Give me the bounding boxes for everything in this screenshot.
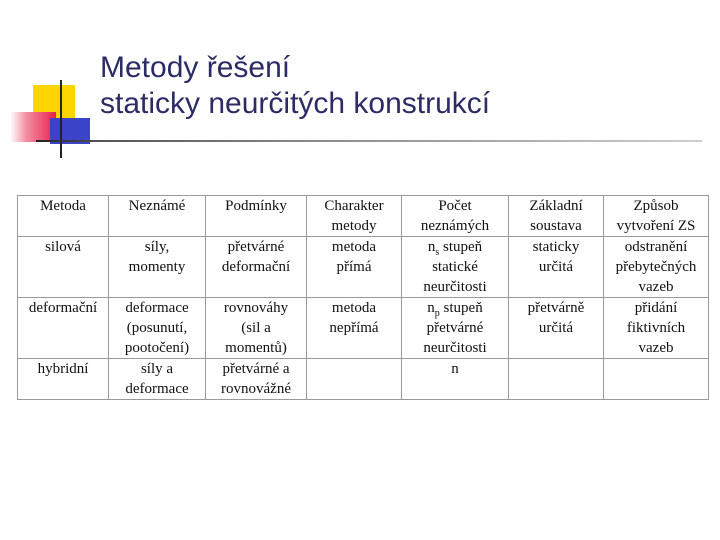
column-header-pocet-neznamych xyxy=(402,196,509,237)
table-cell-metoda xyxy=(18,359,109,400)
cell-text-line: Metoda xyxy=(40,198,86,214)
column-header-zpusob-vytvoreni-zs xyxy=(604,196,709,237)
cell-text-line: Počet xyxy=(438,198,472,214)
table-cell-nezname xyxy=(109,359,206,400)
cell-text-line: Způsob xyxy=(633,198,679,214)
table-cell-charakter-metody xyxy=(307,359,402,400)
column-header-zakladni-soustava xyxy=(509,196,604,237)
cell-text-line: momentů) xyxy=(225,340,287,356)
cell-text-line: pootočení) xyxy=(124,340,190,356)
cell-text-line: staticky xyxy=(532,239,580,255)
cell-text-line: fiktivních xyxy=(626,320,686,336)
cell-text-line: vazeb xyxy=(638,340,674,356)
cell-text-line: nepřímá xyxy=(329,320,379,336)
table-row xyxy=(18,298,709,359)
slide-title-line-1: Metody řešení xyxy=(100,51,291,84)
table-body xyxy=(18,237,709,400)
table-row xyxy=(18,359,709,400)
table-cell-zakladni-soustava xyxy=(509,237,604,298)
table-cell-metoda xyxy=(18,237,109,298)
cell-text-line: n xyxy=(451,361,459,377)
cell-text-line: soustava xyxy=(530,218,582,234)
cell-text-line: síly a xyxy=(140,361,174,377)
table-cell-podminky xyxy=(206,359,307,400)
cell-text-line: metody xyxy=(331,218,377,234)
cell-text-line: přetvárné a xyxy=(222,361,290,377)
cell-text-line: deformační xyxy=(28,300,98,316)
table-cell-nezname xyxy=(109,298,206,359)
cell-text-line: určitá xyxy=(538,259,574,275)
cell-text-line: přidání xyxy=(634,300,678,316)
table-cell-podminky xyxy=(206,298,307,359)
cell-text-line: neurčitosti xyxy=(423,279,487,295)
table-row xyxy=(18,237,709,298)
cell-text-line: síly, xyxy=(144,239,170,255)
cell-text-line: určitá xyxy=(538,320,574,336)
cell-text-line: $n_p$ stupeň xyxy=(427,300,483,319)
cell-text-line: deformační xyxy=(221,259,291,275)
cell-text-line: Charakter xyxy=(324,198,384,214)
cell-text-line: silová xyxy=(45,239,81,255)
table-cell-nezname xyxy=(109,237,206,298)
table-cell-pocet-neznamych xyxy=(402,359,509,400)
cell-text-line: rovnovážné xyxy=(221,381,291,397)
cell-text-line: odstranění xyxy=(624,239,688,255)
cell-text-line: Základní xyxy=(529,198,583,214)
cell-text-line: Neznámé xyxy=(128,198,186,214)
slide-title-line-2: staticky neurčitých konstrukcí xyxy=(100,87,491,120)
table-header-row xyxy=(18,196,709,237)
cell-text-line: přímá xyxy=(336,259,372,275)
cell-text-line: (posunutí, xyxy=(126,320,188,336)
table-cell-charakter-metody xyxy=(307,237,402,298)
cell-text-line: neznámých xyxy=(420,218,490,234)
cell-text-line: momenty xyxy=(128,259,186,275)
table-cell-zakladni-soustava xyxy=(509,359,604,400)
column-header-nezname xyxy=(109,196,206,237)
column-header-metoda xyxy=(18,196,109,237)
methods-table xyxy=(17,195,709,400)
table-cell-podminky xyxy=(206,237,307,298)
cell-text-line: vazeb xyxy=(638,279,674,295)
cell-text-line: $n_s$ stupeň xyxy=(427,239,483,258)
table-cell-zpusob-vytvoreni-zs xyxy=(604,298,709,359)
table-cell-pocet-neznamych xyxy=(402,298,509,359)
cell-text-line: neurčitosti xyxy=(423,340,487,356)
cell-text-line: deformace xyxy=(125,381,189,397)
table-cell-charakter-metody xyxy=(307,298,402,359)
cell-text-line: statické xyxy=(432,259,478,275)
cell-text-line: vytvoření ZS xyxy=(616,218,696,234)
cell-text-line: (sil a xyxy=(241,320,271,336)
cell-text-line: Podmínky xyxy=(225,198,287,214)
cell-text-line: metoda xyxy=(331,300,377,316)
title-underline xyxy=(36,140,702,142)
table-cell-metoda xyxy=(18,298,109,359)
cell-text-line: rovnováhy xyxy=(223,300,289,316)
cell-text-line: deformace xyxy=(125,300,189,316)
table-cell-zakladni-soustava xyxy=(509,298,604,359)
column-header-charakter-metody xyxy=(307,196,402,237)
slide-title xyxy=(100,50,700,122)
table-cell-zpusob-vytvoreni-zs xyxy=(604,237,709,298)
cell-text-line: metoda xyxy=(331,239,377,255)
table-cell-zpusob-vytvoreni-zs xyxy=(604,359,709,400)
cell-text-line: přetvárné xyxy=(426,320,484,336)
table-cell-pocet-neznamych xyxy=(402,237,509,298)
title-ornament-vertical-line xyxy=(60,80,62,158)
cell-text-line: přetvárné xyxy=(227,239,285,255)
cell-text-line: přebytečných xyxy=(615,259,697,275)
cell-text-line: přetvárně xyxy=(527,300,585,316)
cell-text-line: hybridní xyxy=(37,361,89,377)
column-header-podminky xyxy=(206,196,307,237)
